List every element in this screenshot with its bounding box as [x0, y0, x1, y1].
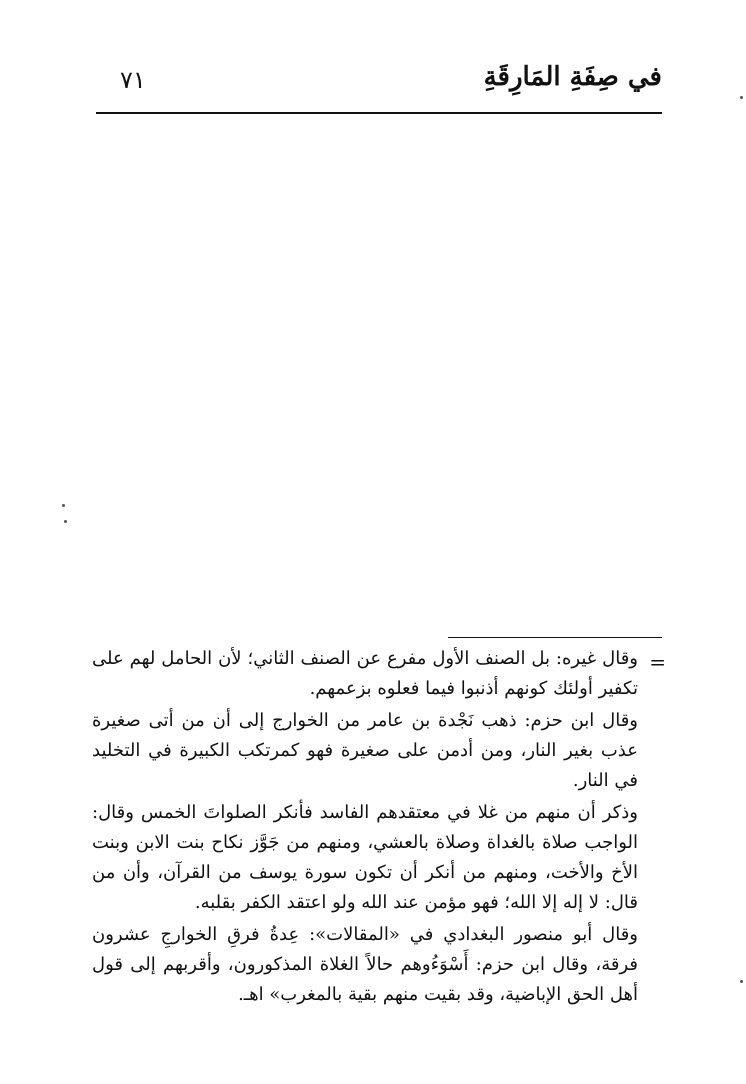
footnote-paragraph-4: وقال أبو منصور البغدادي في «المقالات»: عِدةُ فرقِ الخوارجِ عشرون فرقة، وقال ابن حزم: أَسْوَءُوهم حالاً الغلاة المذكورون، وأقربهم إلى قول أهل الحق الإباضية، وقد بقيت منهم بقية بالمغرب» اهـ. — [92, 924, 638, 1005]
footnote-separator-rule — [448, 637, 662, 638]
scan-speck — [740, 96, 743, 99]
page-header — [96, 60, 662, 104]
running-title: في صِفَةِ المَارِقَةِ — [483, 62, 662, 92]
footnote-area — [92, 644, 664, 1004]
footnote-paragraph-3: وذكر أن منهم من غلا في معتقدهم الفاسد فأنكر الصلواتَ الخمس وقال: الواجب صلاة بالغداة وصلاة بالعشي، ومنهم من جَوَّز نكاح بنت الابن وبنت الأخ والأخت، ومنهم من أنكر أن تكون سورة يوسف من القرآن، وأن من قال: لا إله إلا الله؛ فهو مؤمن عند الله ولو اعتقد الكفر بقلبه. — [92, 802, 638, 913]
footnote-text — [92, 644, 638, 1012]
footnote-paragraph-1: وقال غيره: بل الصنف الأول مفرع عن الصنف الثاني؛ لأن الحامل لهم على تكفير أولئك كونهم أذنبوا فيما فعلوه بزعمهم. — [92, 648, 638, 699]
scan-speck — [62, 504, 65, 507]
scan-speck — [740, 980, 743, 983]
header-rule — [96, 112, 662, 114]
scan-speck — [64, 520, 67, 523]
footnote-continuation-mark: = — [649, 650, 666, 674]
footnote-paragraph-2: وقال ابن حزم: ذهب نَجْدة بن عامر من الخوارج إلى أن من أتى صغيرة عذب بغير النار، ومن أدمن على صغيرة فهو كمرتكب الكبيرة في التخليد في النار. — [92, 710, 638, 791]
page-number: ٧١ — [120, 66, 146, 94]
